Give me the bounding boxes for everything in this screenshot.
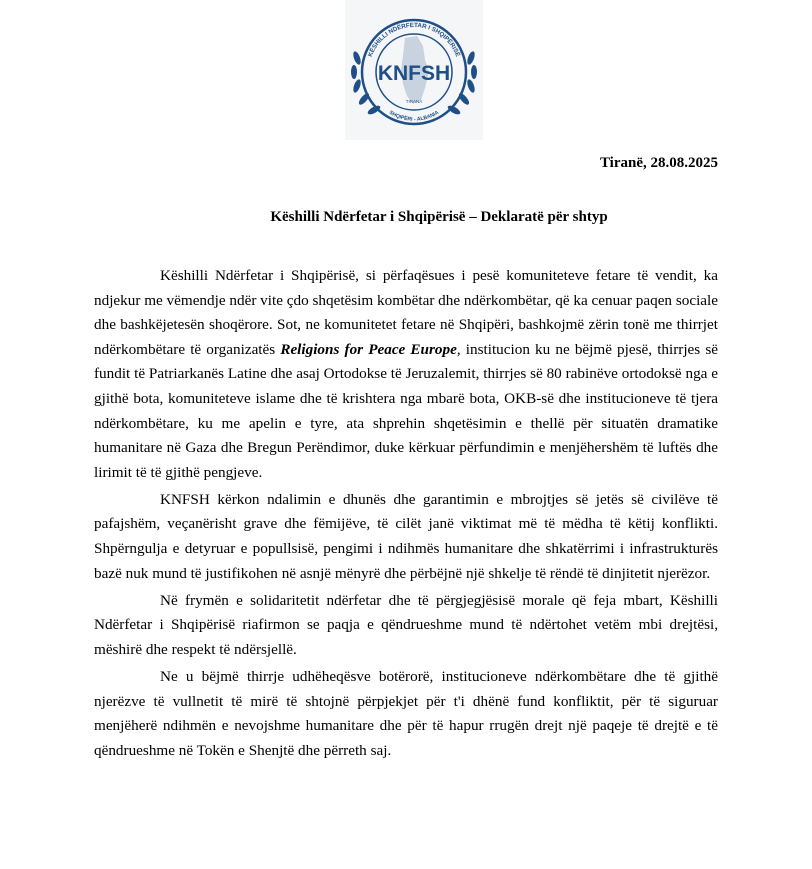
- knfsh-seal: [345, 0, 483, 140]
- paragraph-1-intro: Këshilli Ndërfetar i Shqipërisë, si përfaqësues i pesë komuniteteve fetare të vendit, ka ndjekur me vëmendje ndër vite çdo shqetësim kombëtar dhe ndërkombëtar, që ka cenuar paqen sociale dhe bashkëjetesën shoqërore. Sot, ne komunitetet fetare në Shqipëri, bashkojmë zërin tonë me thirrjet ndërkombëtare të organizatës: [94, 267, 718, 358]
- paragraph-3: Në frymën e solidaritetit ndërfetar dhe të përgjegjësisë morale që feja mbart, Këshilli Ndërfetar i Shqipërisë riafirmon se paqja e qëndrueshme mund të ndërtohet vetëm mbi drejtësi, mëshirë dhe respekt të ndërsjellë.: [94, 591, 718, 658]
- knfsh-logo: [345, 0, 483, 140]
- document-title: Këshilli Ndërfetar i Shqipërisë – Deklaratë për shtyp: [270, 209, 608, 225]
- paragraph-2: KNFSH kërkon ndalimin e dhunës dhe garantimin e mbrojtjes së jetës së civilëve të pafajshëm, veçanërisht grave dhe fëmijëve, të cilët janë viktimat më të mëdha të këtij konflikti. Shpërngulja e detyruar e popullsisë, pengimi i ndihmës humanitare dhe shkatërrimi i infrastrukturës bazë nuk mund të justifikohen në asnjë mënyrë dhe përbëjnë një shkelje të rëndë të dinjitetit njerëzor.: [94, 490, 718, 582]
- document-date: Tiranë, 28.08.2025: [599, 155, 718, 171]
- seal-ring-text-top: KËSHILLI NDËRFETAR I SHQIPËRISË: [366, 21, 462, 58]
- paragraph-4: Ne u bëjmë thirrje udhëheqësve botërorë, institucioneve ndërkombëtare dhe të gjithë njerëzve të vullnetit të mirë të shtojnë përpjekjet për t'i dhënë fund konfliktit, për të siguruar menjëherë ndihmën e nevojshme humanitare dhe për të hapur rrugën drejt një paqeje të drejtë e të qëndrueshme në Tokën e Shenjtë dhe përreth saj.: [94, 668, 718, 759]
- statement-body: [94, 264, 718, 766]
- paragraph-1: [94, 264, 718, 485]
- organization-name: Religions for Peace Europe: [280, 340, 457, 358]
- seal-ring-text-bottom: SHQIPËRI - ALBANIA: [387, 109, 441, 123]
- paragraph-1-rest: , institucion ku ne bëjmë pjesë, thirrjes së fundit të Patriarkanës Latine dhe asaj Ortodokse të Jeruzalemit, thirrjes së 80 rabinëve ortodoksë nga e gjithë bota, komuniteteve islame dhe të krishtera nga mbarë bota, OKB-së dhe institucioneve të tjera ndërkombëtare, ku me apelin e tyre, ata shprehin shqetësimin e thellë për situatën dramatike humanitare në Gaza dhe Bregun Perëndimor, duke kërkuar përfundimin e menjëhershëm të luftës dhe lirimit të të gjithë pengjeve.: [94, 340, 718, 481]
- seal-monogram: KNFSH: [377, 62, 451, 85]
- seal-city: TIRANA: [405, 99, 423, 104]
